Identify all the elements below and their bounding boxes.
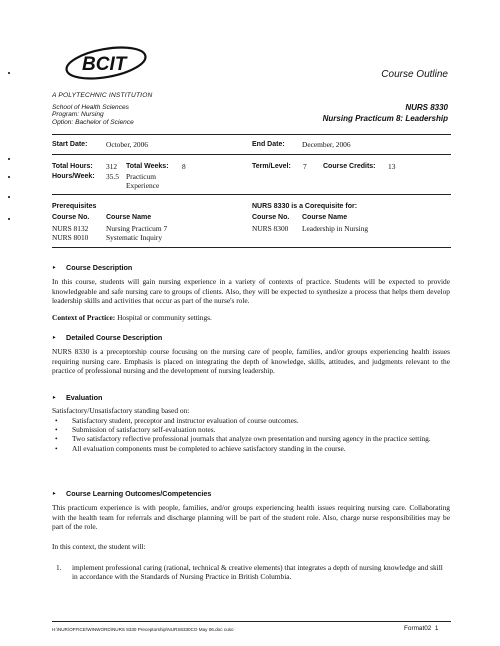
dates-divider [52,154,451,155]
scan-mark [8,196,10,198]
detailed-description-text: NURS 8330 is a preceptorship course focusing on the nursing care of people, families, and/or groups experiencing health issues requiring nursing care. Emphasis is placed on integrating the depth of knowledge, skills, attitudes, and judgments relevant to the practice of professional nursing and the development of nursing leadership. [52,347,450,376]
prereq-row-course-name: Nursing Practicum 7 [106,224,168,233]
prereq-divider [52,247,451,248]
start-date-value: October, 2006 [106,140,148,149]
evaluation-heading [52,393,102,402]
hours-week-description [126,172,159,190]
coreq-col-course-name: Course Name [302,214,348,221]
context-of-practice-label: Context of Practice: [52,313,116,322]
evaluation-item: • Satisfactory student, preceptor and instructor evaluation of course outcomes. [52,416,452,425]
detailed-description-heading [52,333,162,342]
hours-week-desc-line-1: Practicum [126,172,156,181]
evaluation-heading-text: Evaluation [66,393,103,402]
document-type: Course Outline [381,69,448,80]
footer-form-code: Format02 [404,625,432,632]
institution-tagline: A POLYTECHNIC INSTITUTION [52,92,153,99]
evaluation-item: • Two satisfactory reflective professional journals that analyze own presentation and nursing agency in the practice setting. [52,434,452,443]
coreq-row-course-no: NURS 8300 [252,224,289,233]
evaluation-list [52,416,452,453]
outcome-item-number: 1. [56,563,62,572]
school-info [52,104,134,126]
page-number: 1 [434,625,439,632]
term-level-value: 7 [303,162,307,171]
detailed-description-heading-text: Detailed Course Description [66,333,163,342]
program-name: Program: Nursing [52,111,104,119]
end-date-label: End Date: [252,141,285,148]
term-level-label: Term/Level: [252,163,291,170]
end-date-value: December, 2006 [302,140,351,149]
learning-outcomes-heading [52,489,211,498]
footer-file-path: H:\NUR\OFFICE\WINWORD\NURS 8330 Preceptorship\NURS8330CO May 06.doc cuso [52,627,234,632]
course-description-text: In this course, students will gain nursing experience in a variety of contexts of practice. Students will be expected to provide knowledgeable and safe nursing care to groups of clients. Also, they will be expected to synthesize a process that helps them develop leadership skills and activities that occur as part of the nurse's role. [52,277,450,306]
hours-week-desc-line-2: Experience [126,181,160,190]
corequisite-heading: NURS 8330 is a Corequisite for: [252,203,358,210]
total-weeks-value: 8 [182,162,186,171]
total-hours-label: Total Hours: [52,163,93,170]
coreq-row-course-name: Leadership in Nursing [302,224,369,233]
course-title: Nursing Practicum 8: Leadership [322,114,448,123]
prereq-col-course-no: Course No. [52,214,90,221]
arrow-bullet-icon: ‣ [52,395,57,402]
coreq-col-course-no: Course No. [252,214,290,221]
course-code: NURS 8330 [405,103,448,112]
evaluation-item: • Submission of satisfactory self-evaluation notes. [52,425,452,434]
learning-outcomes-heading-text: Course Learning Outcomes/Competencies [66,489,212,498]
arrow-bullet-icon: ‣ [52,335,57,342]
prerequisites-heading: Prerequisites [52,203,97,210]
course-description-heading [52,263,132,272]
course-credits-value: 13 [388,162,396,171]
scan-mark [8,218,10,220]
learning-outcomes-text: This practicum experience is with people, families, and/or groups experiencing health issues requiring nursing care. Collaborating with the health team for referrals and discharge planning will be part of the student role. Also, charge nurse responsibilities may be part of the role. [52,503,450,532]
bcit-logo [62,40,154,86]
context-of-practice [52,313,450,323]
scan-mark [8,176,10,178]
scan-mark [8,72,10,74]
hours-week-value: 35.5 [106,172,119,181]
footer-form-id [404,625,438,632]
context-of-practice-text: Hospital or community settings. [117,313,212,322]
arrow-bullet-icon: ‣ [52,265,57,272]
hours-week-label: Hours/Week: [52,173,95,180]
option-name: Option: Bachelor of Science [52,118,134,126]
course-credits-label: Course Credits: [323,163,376,170]
scan-mark [8,158,10,160]
total-weeks-label: Total Weeks: [126,163,169,170]
arrow-bullet-icon: ‣ [52,491,57,498]
course-description-heading-text: Course Description [66,263,133,272]
prereq-col-course-name: Course Name [106,214,152,221]
total-hours-value: 312 [106,162,118,171]
hours-divider [52,194,451,195]
svg-text:BCIT: BCIT [82,54,127,75]
evaluation-intro: Satisfactory/Unsatisfactory standing based on: [52,406,190,415]
start-date-label: Start Date: [52,141,88,148]
prereq-row-course-no: NURS 8132 [52,224,89,233]
prereq-row-course-no: NURS 8010 [52,233,89,242]
learning-outcomes-context: In this context, the student will: [52,542,146,551]
footer-divider [52,621,451,622]
outcome-item-text: implement professional caring (rational, technical & creative elements) that integrates a depth of nursing knowledge and skill in accordance with the Standards of Nursing Practice in British Columbia. [72,563,443,582]
school-name: School of Health Sciences [52,104,129,111]
bcit-logo-graphic [62,40,154,86]
prereq-row-course-name: Systematic Inquiry [106,233,163,242]
header-divider [52,134,451,135]
evaluation-item: • All evaluation components must be completed to achieve satisfactory standing in the course. [52,444,452,453]
